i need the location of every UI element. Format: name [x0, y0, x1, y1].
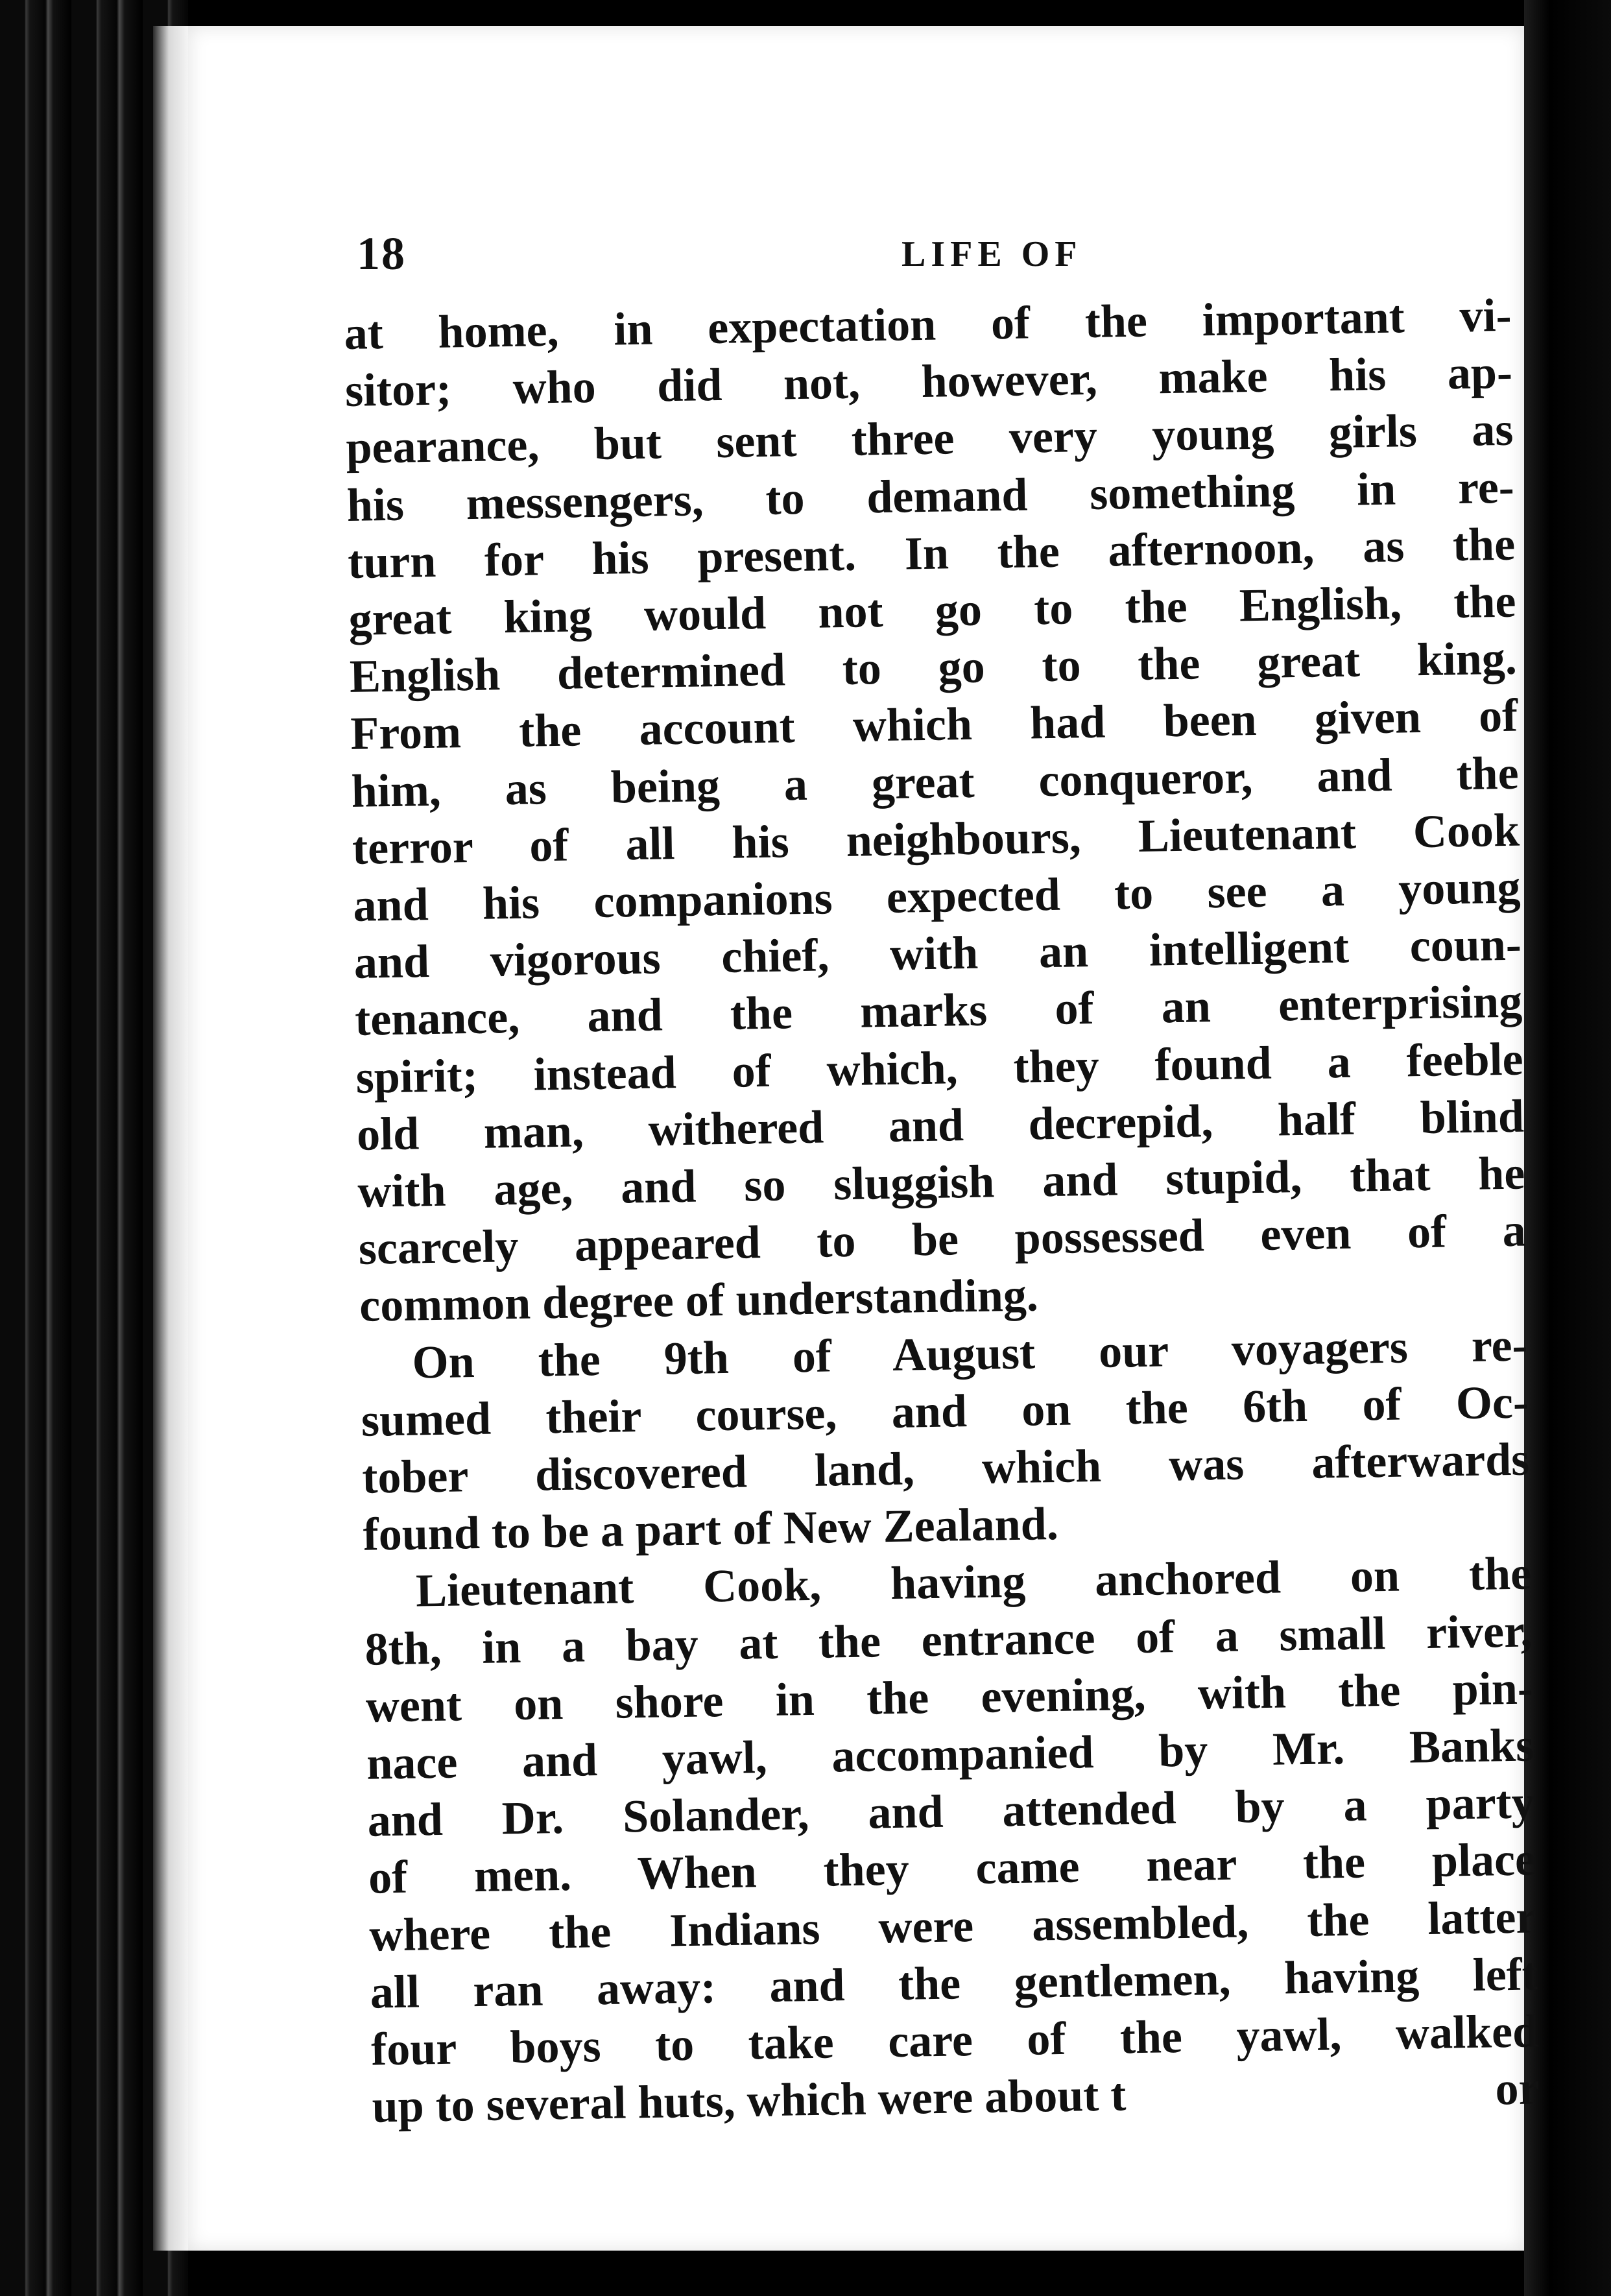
running-head: LIFE OF — [901, 234, 1082, 274]
text-line: sumed their course, and on the 6th of Oc- — [361, 1376, 1529, 1446]
text-line: him, as being a great conqueror, and the — [351, 747, 1520, 817]
text-line: up to several huts, which were about t — [372, 2068, 1127, 2133]
text-line: pearance, but sent three very young girls as — [345, 403, 1514, 474]
text-line: sitor; who did not, however, make his ap- — [344, 346, 1513, 417]
text-line: went on shore in the evening, with the pin- — [365, 1662, 1534, 1732]
page-number: 18 — [357, 228, 406, 280]
text-line: and Dr. Solander, and attended by a party — [367, 1776, 1536, 1847]
text-line: English determined to go to the great king. — [349, 632, 1518, 703]
body-text — [344, 287, 1540, 2135]
catchword: or — [1494, 2062, 1540, 2115]
text-line: and his companions expected to see a young — [352, 861, 1521, 931]
text-line: On the 9th of August our voyagers re- — [411, 1319, 1529, 1389]
text-line: terror of all his neighbours, Lieutenant Cook — [352, 804, 1520, 874]
text-line: old man, withered and decrepid, half blind — [356, 1090, 1525, 1160]
text-line: nace and yawl, accompanied by Mr. Banks — [366, 1719, 1534, 1789]
text-line: tenance, and the marks of an enterprising — [354, 975, 1523, 1046]
text-line: spirit; instead of which, they found a feeble — [355, 1033, 1524, 1103]
text-line: his messengers, to demand something in re- — [346, 460, 1515, 531]
text-line: turn for his present. In the afternoon, as the — [347, 518, 1516, 588]
text-line: found to be a part of New Zealand. — [363, 1498, 1059, 1561]
text-line: scarcely appeared to be possessed even of a — [358, 1204, 1527, 1275]
text-line: with age, and so sluggish and stupid, that he — [357, 1147, 1525, 1217]
text-line: common degree of understanding. — [359, 1269, 1039, 1332]
text-line: all ran away: and the gentlemen, having left — [370, 1948, 1538, 2018]
text-line: great king would not go to the English, the — [348, 575, 1517, 645]
text-line: where the Indians were assembled, the latter — [368, 1891, 1537, 1961]
text-line: and vigorous chief, with an intelligent coun- — [353, 918, 1522, 989]
text-line: tober discovered land, which was afterwards — [361, 1433, 1530, 1503]
book-page — [188, 26, 1540, 2251]
page-gutter-edge — [153, 26, 188, 2251]
text-line: of men. When they came near the place — [368, 1833, 1536, 1904]
text-line: 8th, in a bay at the entrance of a small river, — [364, 1605, 1533, 1675]
text-line: Lieutenant Cook, having anchored on the — [415, 1547, 1532, 1617]
text-line: four boys to take care of the yawl, walked — [370, 2005, 1539, 2075]
text-line: at home, in expectation of the important vi- — [344, 289, 1512, 359]
text-line: From the account which had been given of — [350, 689, 1518, 760]
